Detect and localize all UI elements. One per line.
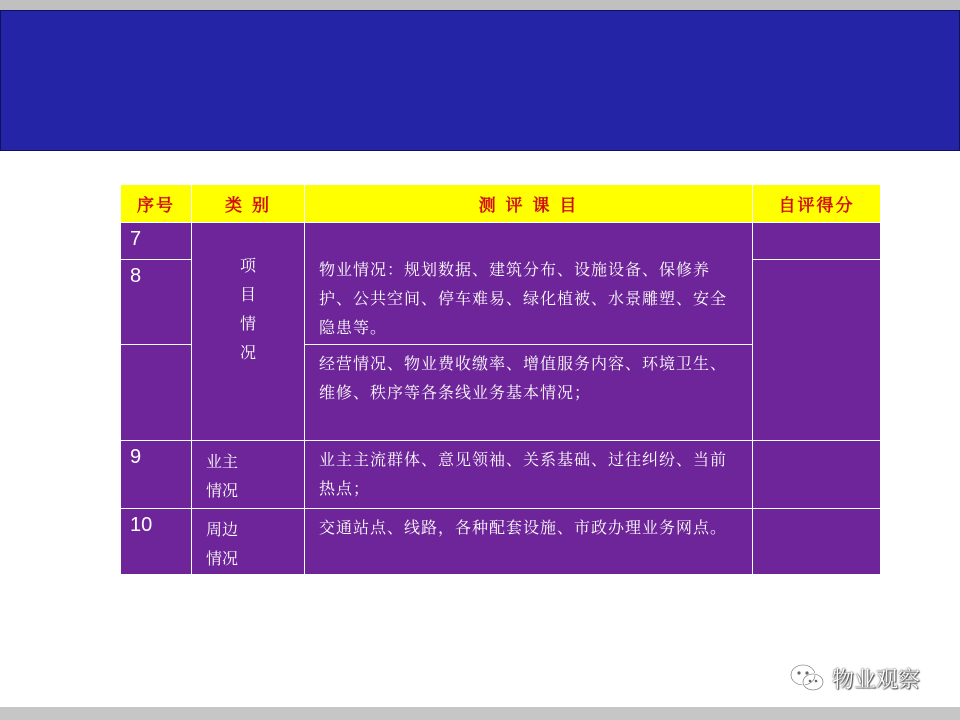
item-cell: 经营情况、物业费收缴率、增值服务内容、环境卫生、维修、秩序等各条线业务基本情况； [305,345,753,441]
row-number: 9 [121,441,192,509]
row-number: 7 [121,223,192,260]
table-row [121,223,881,260]
top-decorative-strip [0,0,960,10]
row-number-empty [121,345,192,441]
header-number: 序号 [121,185,192,223]
category-label: 项目情况 [239,256,256,362]
assessment-table [120,184,881,575]
table-header-row [121,185,881,223]
table-row [121,441,881,509]
score-cell [753,260,881,441]
watermark [788,662,920,694]
bottom-decorative-strip [0,707,960,720]
header-self-score: 自评得分 [753,185,881,223]
row-number: 8 [121,260,192,345]
category-cell: 业主情况 [192,441,305,509]
slide-title-band [0,10,960,151]
header-category: 类 别 [192,185,305,223]
row-number: 10 [121,509,192,575]
item-cell: 交通站点、线路，各种配套设施、市政办理业务网点。 [305,509,753,575]
item-cell: 物业情况：规划数据、建筑分布、设施设备、保修养护、公共空间、停车难易、绿化植被、水景雕塑、安全隐患等。 [305,223,753,345]
header-assessment-item: 测 评 课 目 [305,185,753,223]
wechat-icon [788,662,826,694]
item-cell: 业主主流群体、意见领袖、关系基础、过往纠纷、当前热点； [305,441,753,509]
table-row [121,509,881,575]
category-cell: 周边情况 [192,509,305,575]
watermark-text: 物业观察 [832,667,921,693]
score-cell [753,509,881,575]
score-cell [753,223,881,260]
category-cell [192,223,305,441]
score-cell [753,441,881,509]
